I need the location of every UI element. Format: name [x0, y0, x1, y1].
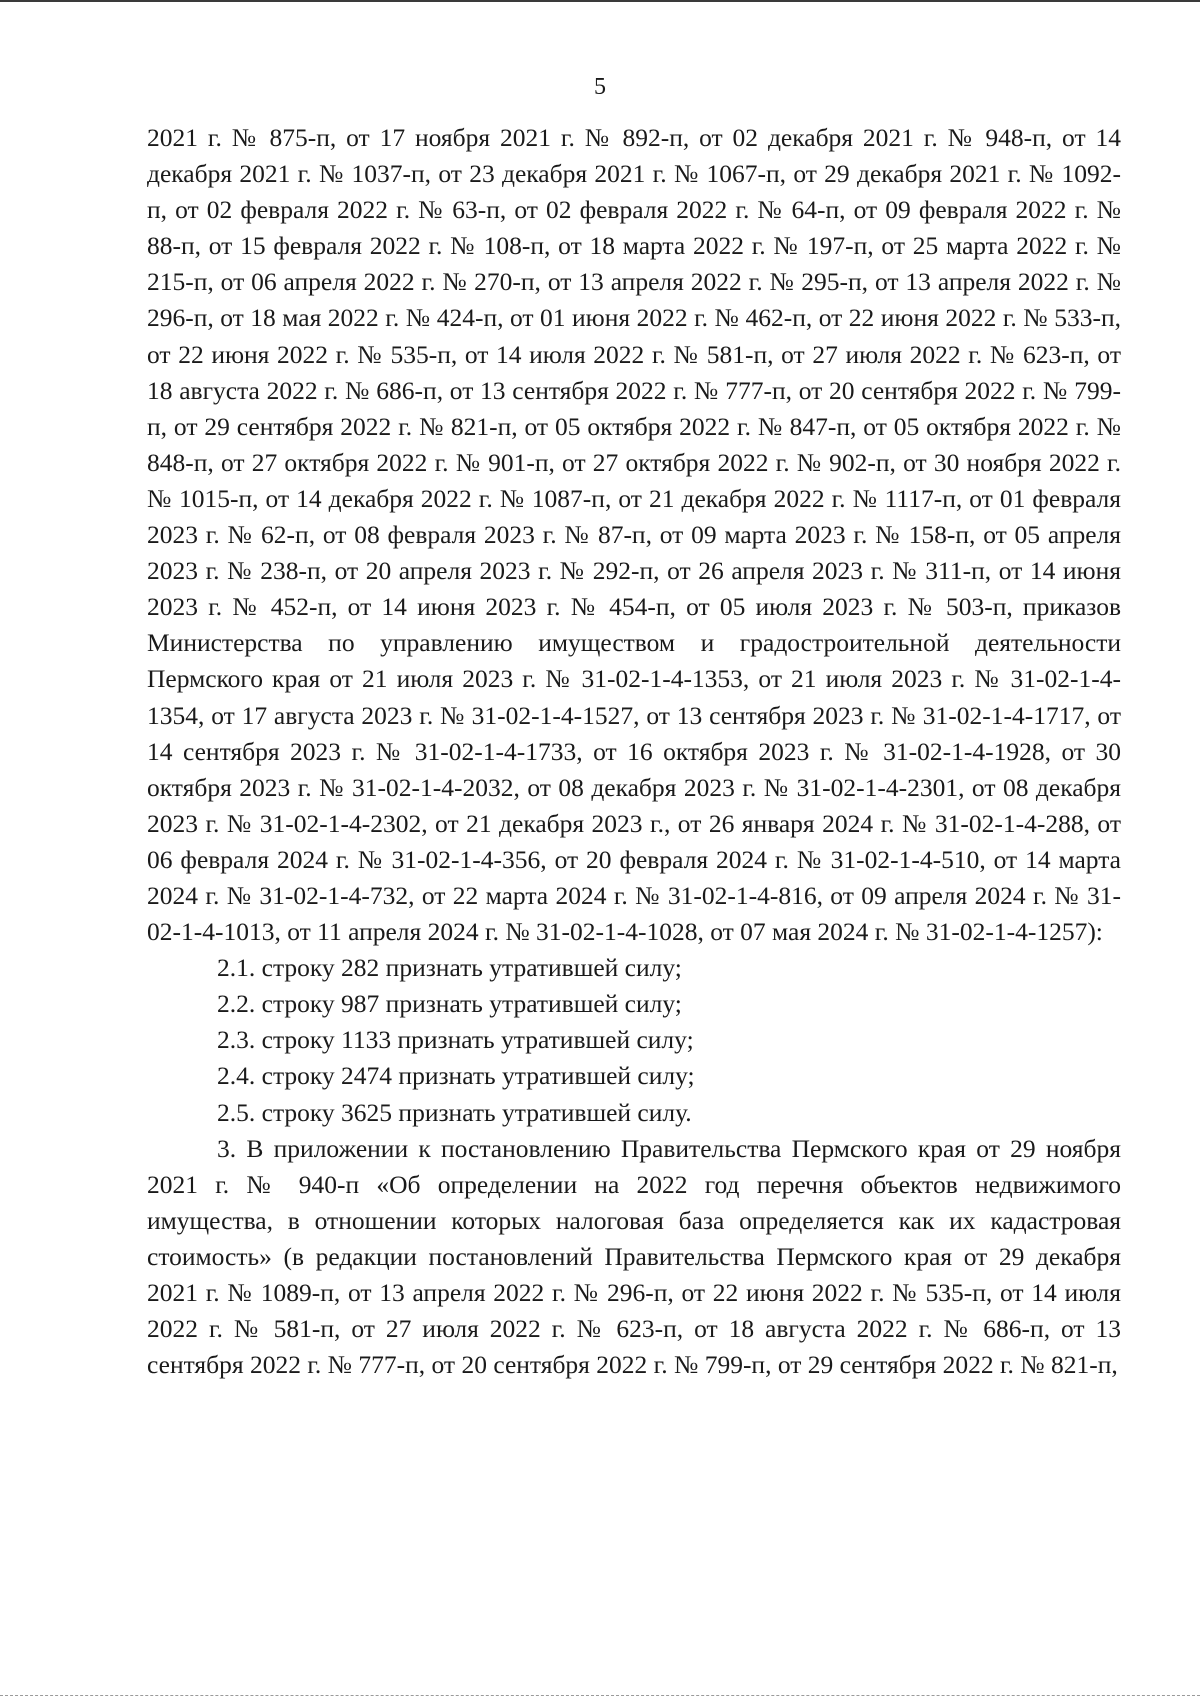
document-body	[147, 120, 1121, 1383]
scan-edge-bottom	[0, 1695, 1200, 1696]
list-item-2-2: 2.2. строку 987 признать утратившей силу;	[217, 989, 682, 1019]
paragraph-3: 3. В приложении к постановлению Правительства Пермского края от 29 ноября 2021 г. № 940-п «Об определении на 2022 год перечня объектов недвижимого имущества, в отношении которых налоговая база определяется как их кадастровая стоимость» (в редакции постановлений Правительства Пермского края от 29 декабря 2021 г. № 1089-п, от 13 апреля 2022 г. № 296-п, от 22 июня 2022 г. № 535-п, от 14 июля 2022 г. № 581-п, от 27 июля 2022 г. № 623-п, от 18 августа 2022 г. № 686-п, от 13 сентября 2022 г. № 777-п, от 20 сентября 2022 г. № 799-п, от 29 сентября 2022 г. № 821-п,	[147, 1133, 1121, 1380]
scan-edge-top	[0, 0, 1200, 2]
list-item-2-5: 2.5. строку 3625 признать утратившей силу.	[217, 1097, 692, 1127]
paragraph-amendments-list: 2021 г. № 875-п, от 17 ноября 2021 г. № 892-п, от 02 декабря 2021 г. № 948-п, от 14 декабря 2021 г. № 1037-п, от 23 декабря 2021 г. № 1067-п, от 29 декабря 2021 г. № 1092-п, от 02 февраля 2022 г. № 63-п, от 02 февраля 2022 г. № 64-п, от 09 февраля 2022 г. № 88-п, от 15 февраля 2022 г. № 108-п, от 18 марта 2022 г. № 197-п, от 25 марта 2022 г. № 215-п, от 06 апреля 2022 г. № 270-п, от 13 апреля 2022 г. № 295-п, от 13 апреля 2022 г. № 296-п, от 18 мая 2022 г. № 424-п, от 01 июня 2022 г. № 462-п, от 22 июня 2022 г. № 533-п, от 22 июня 2022 г. № 535-п, от 14 июля 2022 г. № 581-п, от 27 июля 2022 г. № 623-п, от 18 августа 2022 г. № 686-п, от 13 сентября 2022 г. № 777-п, от 20 сентября 2022 г. № 799-п, от 29 сентября 2022 г. № 821-п, от 05 октября 2022 г. № 847-п, от 05 октября 2022 г. № 848-п, от 27 октября 2022 г. № 901-п, от 27 октября 2022 г. № 902-п, от 30 ноября 2022 г. № 1015-п, от 14 декабря 2022 г. № 1087-п, от 21 декабря 2022 г. № 1117-п, от 01 февраля 2023 г. № 62-п, от 08 февраля 2023 г. № 87-п, от 09 марта 2023 г. № 158-п, от 05 апреля 2023 г. № 238-п, от 20 апреля 2023 г. № 292-п, от 26 апреля 2023 г. № 311-п, от 14 июня 2023 г. № 452-п, от 14 июня 2023 г. № 454-п, от 05 июля 2023 г. № 503-п, приказов Министерства по управлению имуществом и градостроительной деятельности Пермского края от 21 июля 2023 г. № 31-02-1-4-1353, от 21 июля 2023 г. № 31-02-1-4-1354, от 17 августа 2023 г. № 31-02-1-4-1527, от 13 сентября 2023 г. № 31-02-1-4-1717, от 14 сентября 2023 г. № 31-02-1-4-1733, от 16 октября 2023 г. № 31-02-1-4-1928, от 30 октября 2023 г. № 31-02-1-4-2032, от 08 декабря 2023 г. № 31-02-1-4-2301, от 08 декабря 2023 г. № 31-02-1-4-2302, от 21 декабря 2023 г., от 26 января 2024 г. № 31-02-1-4-288, от 06 февраля 2024 г. № 31-02-1-4-356, от 20 февраля 2024 г. № 31-02-1-4-510, от 14 марта 2024 г. № 31-02-1-4-732, от 22 марта 2024 г. № 31-02-1-4-816, от 09 апреля 2024 г. № 31-02-1-4-1013, от 11 апреля 2024 г. № 31-02-1-4-1028, от 07 мая 2024 г. № 31-02-1-4-1257):	[147, 123, 1121, 947]
list-item-2-1: 2.1. строку 282 признать утратившей силу;	[217, 953, 682, 983]
list-item-2-4: 2.4. строку 2474 признать утратившей силу;	[217, 1061, 695, 1091]
list-item-2-3: 2.3. строку 1133 признать утратившей силу;	[217, 1025, 694, 1055]
page-number: 5	[594, 74, 606, 100]
